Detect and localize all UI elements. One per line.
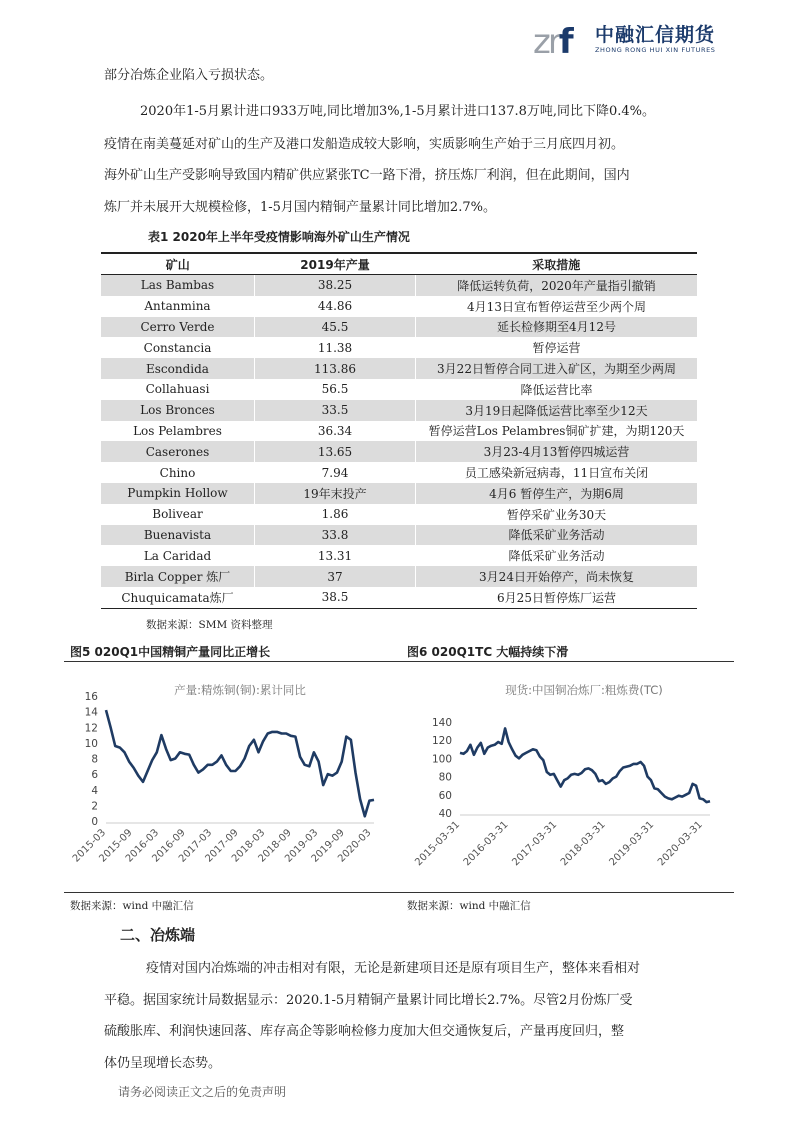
y-tick-label: 14 [84,706,98,719]
cell-mine: Antanmina [101,296,255,317]
logo-mark [533,22,571,62]
series-line [460,728,710,802]
paragraph-line: 2020年1-5月累计进口933万吨,同比增加3%,1-5月累计进口137.8万吨,同比下降0.4%。 [140,104,656,119]
cell-mine: Chino [101,462,255,483]
cell-output: 33.5 [255,400,416,421]
cell-mine: Constancia [101,337,255,358]
cell-mine: Birla Copper 炼厂 [101,566,255,587]
chart-title: 现货:中国铜冶炼厂:粗炼费(TC) [505,683,663,697]
x-tick-label: 2020-03-31 [655,819,705,869]
x-tick-label: 2018-03-31 [558,819,608,869]
cell-measure: 暂停运营 [532,341,581,356]
col-header-mine: 矿山 [101,253,255,275]
cell-output: 113.86 [255,358,416,379]
table-row [101,587,697,608]
cell-measure: 降低运营比率 [520,382,593,397]
cell-output: 19年末投产 [255,483,416,504]
cell-measure: 暂停运营Los Pelambres铜矿扩建，为期120天 [428,424,685,439]
x-tick-label: 2020-03 [336,827,374,865]
cell-measure: 3月24日开始停产，尚未恢复 [416,566,698,587]
table-row [101,421,697,442]
table-row [101,504,697,525]
x-tick-label: 2017-03-31 [510,819,560,869]
x-tick-label: 2018-09 [256,827,294,865]
cell-output: 13.65 [255,441,416,462]
table-row [101,379,697,400]
cell-output: 38.5 [255,587,416,608]
cell-measure: 4月13日宣布暂停运营至少两个周 [467,299,646,314]
y-tick-label: 8 [91,753,98,766]
cell-measure: 降低采矿业务活动 [416,525,698,546]
x-tick-label: 2015-03 [70,827,109,865]
x-tick-label: 2019-09 [309,827,347,865]
table-row [101,566,697,587]
table-source: 数据来源：SMM 资料整理 [146,619,273,631]
cell-measure: 4月6 暂停生产，为期6周 [416,483,698,504]
paragraph-line: 硫酸胀库、利润快速回落、库存高企等影响检修力度加大但交通恢复后，产量再度回归，整 [104,1024,625,1039]
cell-measure: 降低采矿业务活动 [508,549,605,564]
paragraph-line: 体仍呈现增长态势。 [104,1056,222,1071]
x-tick-label: 2018-03 [229,827,268,865]
paragraph-line: 疫情对国内冶炼端的冲击相对有限，无论是新建项目还是原有项目生产，整体来看相对 [146,961,641,976]
cell-measure: 延长检修期至4月12号 [416,317,698,338]
y-tick-label: 60 [438,789,452,802]
y-tick-label: 12 [84,722,98,735]
cell-output: 7.94 [255,462,416,483]
section-heading: 二、冶炼端 [120,926,196,944]
cell-output: 36.34 [255,421,416,442]
cell-mine: Las Bambas [101,275,255,296]
cell-measure: 暂停采矿业务30天 [506,507,607,522]
x-tick-label: 2019-03-31 [607,819,657,869]
company-logo [533,18,763,62]
fig6-line-chart [404,668,734,888]
cell-mine: Buenavista [101,525,255,546]
table-title: 表1 2020年上半年受疫情影响海外矿山生产情况 [148,230,410,244]
cell-output: 38.25 [255,275,416,296]
table-row [101,462,697,483]
y-tick-label: 16 [84,691,98,703]
y-tick-label: 10 [84,737,98,750]
chart-title: 产量:精炼铜(铜):累计同比 [174,683,306,697]
cell-output: 33.8 [255,525,416,546]
cell-measure: 3月19日起降低运营比率至少12天 [416,400,698,421]
table-row [101,296,697,317]
table-row [101,337,697,358]
series-line [106,710,374,816]
logo-cn-name: 中融汇信期货 [595,24,716,46]
cell-output: 11.38 [255,337,416,358]
logo-en-name: ZHONG RONG HUI XIN FUTURES [595,46,716,54]
paragraph-line: 平稳。据国家统计局数据显示：2020.1-5月精铜产量累计同比增长2.7%。尽管2月份炼厂受 [104,993,633,1008]
disclaimer-footer: 请务必阅读正文之后的免责声明 [118,1085,287,1099]
y-tick-label: 120 [431,735,452,748]
y-tick-label: 6 [91,769,98,782]
cell-output: 45.5 [255,317,416,338]
cell-output: 56.5 [255,379,416,400]
x-tick-label: 2019-03 [283,827,321,865]
table-header-row [101,253,697,275]
cell-mine: Los Pelambres [101,421,255,442]
cell-mine: La Caridad [101,545,255,566]
paragraph-line: 炼厂并未展开大规模检修，1-5月国内精铜产量累计同比增加2.7%。 [104,200,496,215]
table-row [101,275,697,296]
cell-output: 37 [255,566,416,587]
cell-mine: Cerro Verde [101,317,255,338]
cell-measure: 降低运转负荷，2020年产量指引撤销 [416,275,698,296]
x-tick-label: 2016-09 [150,827,188,865]
x-tick-label: 2016-03-31 [461,819,511,869]
y-tick-label: 0 [91,816,98,828]
fig6-source: 数据来源：wind 中融汇信 [407,900,531,912]
cell-mine: Bolivear [101,504,255,525]
logo-mark-accent: f [558,22,571,62]
x-tick-label: 2017-03 [176,827,215,865]
paragraph-line: 部分冶炼企业陷入亏损状态。 [104,68,274,83]
cell-measure: 3月22日暂停合同工进入矿区，为期至少两周 [416,358,698,379]
fig5-source: 数据来源：wind 中融汇信 [70,900,194,912]
y-tick-label: 80 [438,771,452,784]
cell-mine: Pumpkin Hollow [101,483,255,504]
paragraph-line: 海外矿山生产受影响导致国内精矿供应紧张TC一路下滑，挤压炼厂利润，但在此期间，国内 [104,168,630,183]
figure-top-rule [64,661,734,662]
fig5-line-chart [64,668,384,888]
cell-measure: 3月23-4月13暂停四城运营 [416,441,698,462]
table-row [101,358,697,379]
col-header-output: 2019年产量 [255,253,416,275]
x-tick-label: 2015-03-31 [413,819,463,869]
cell-output: 13.31 [255,545,416,566]
cell-mine: Escondida [101,358,255,379]
x-tick-label: 2017-09 [203,827,241,865]
cell-output: 1.86 [255,504,416,525]
logo-mark-text: zr [533,22,559,62]
mines-table [101,252,697,609]
table-row [101,525,697,546]
cell-mine: Collahuasi [101,379,255,400]
cell-mine: Chuquicamata炼厂 [101,587,255,608]
table-row [101,483,697,504]
cell-output: 44.86 [255,296,416,317]
cell-measure: 员工感染新冠病毒，11日宣布关闭 [464,466,649,481]
cell-mine: Los Bronces [101,400,255,421]
fig6-title: 图6 020Q1TC 大幅持续下滑 [407,645,569,659]
y-tick-label: 100 [431,753,452,766]
y-tick-label: 140 [431,717,452,729]
y-tick-label: 4 [91,784,98,797]
table-row [101,400,697,421]
y-tick-label: 40 [438,808,452,820]
figure-bottom-rule [64,892,734,893]
paragraph-line: 疫情在南美蔓延对矿山的生产及港口发船造成较大影响，实质影响生产始于三月底四月初。 [104,137,625,152]
cell-mine: Caserones [101,441,255,462]
x-tick-label: 2016-03 [123,827,162,865]
x-tick-label: 2015-09 [97,827,135,865]
table-row [101,317,697,338]
y-tick-label: 2 [91,800,98,813]
cell-measure: 6月25日暂停炼厂运营 [416,587,698,608]
fig5-title: 图5 020Q1中国精铜产量同比正增长 [70,645,271,659]
col-header-measure: 采取措施 [416,253,698,275]
table-row [101,545,697,566]
table-row [101,441,697,462]
